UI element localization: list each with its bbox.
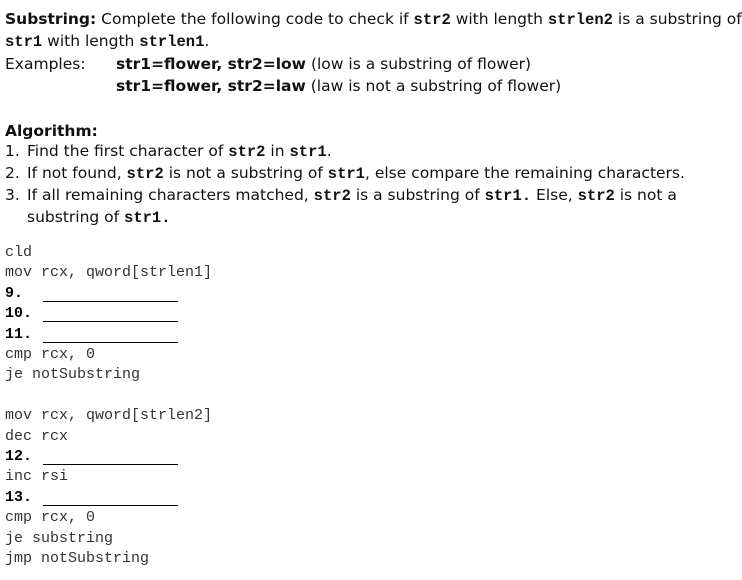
problem-statement-line-2 [5,30,209,53]
step-text: , else compare the remaining characters. [364,164,685,182]
step-code: str1 [289,143,327,161]
code-line: cmp rcx, 0 [5,509,96,527]
answer-blank-9[interactable] [43,301,178,302]
algorithm-step-continued [5,207,705,229]
algorithm-steps [5,141,705,229]
step-number: 1. [5,142,20,160]
code-str2: str2 [413,11,451,29]
step-text: is not a [614,186,677,204]
step-text: substring of [27,208,125,226]
examples-label: Examples: [5,55,86,73]
example-note: (low is a substring of flower) [306,55,532,73]
step-text: Find the first character of [27,142,229,160]
blank-number: 12. [5,448,33,465]
statement-text: . [204,32,210,50]
answer-blank-13[interactable] [43,505,178,506]
code-line: je notSubstring [5,366,141,384]
code-strlen1: strlen1 [139,33,205,51]
step-text: is not a substring of [163,164,328,182]
code-line: mov rcx, qword[strlen1] [5,264,213,282]
answer-blank-row [5,488,32,508]
step-code: str1. [124,209,171,227]
code-line: cmp rcx, 0 [5,346,96,363]
statement-text: with length [42,32,140,50]
example-code: str1=flower, str2=law [116,77,306,95]
step-code: str2 [313,187,351,205]
blank-number: 9. [5,284,24,302]
code-line: je substring [5,529,114,547]
step-text: is a substring of [350,186,485,204]
algorithm-step [5,185,705,207]
step-code: str2 [126,165,164,183]
step-text: in [265,142,290,160]
example-code: str1=flower, str2=low [116,55,307,73]
step-text: If all remaining characters matched, [27,186,314,204]
algorithm-heading: Algorithm: [5,122,98,140]
problem-statement-line-1 [5,8,742,31]
statement-text: with length [450,10,548,28]
blank-number: 10. [5,305,33,323]
answer-blank-11[interactable] [43,342,178,343]
statement-text: is a substring of [612,10,742,28]
step-text: If not found, [27,164,127,182]
step-code: str1. [484,187,532,205]
code-line: jmp notSubstring [5,550,150,567]
step-number: 2. [5,164,20,182]
code-line: inc rsi [5,468,69,486]
code-str1: str1 [5,33,43,51]
code-line: mov rcx, qword[strlen2] [5,407,213,425]
algorithm-step [5,163,705,185]
problem-label: Substring: [5,10,97,28]
answer-blank-row [5,325,32,345]
code-line: dec rcx [5,427,69,445]
answer-blank-row [5,447,32,467]
algorithm-step [5,141,705,163]
answer-blank-12[interactable] [43,464,178,465]
step-text: . [326,142,332,160]
step-code: str1 [327,165,365,183]
example-note: (law is not a substring of flower) [305,77,562,95]
step-number: 3. [5,186,20,204]
example-1 [116,53,531,75]
step-code: str2 [577,187,615,205]
step-code: str2 [228,143,266,161]
blank-number: 13. [5,488,33,506]
code-line: cld [5,244,33,261]
answer-blank-10[interactable] [43,321,178,322]
step-text: Else, [531,186,578,204]
statement-text: Complete the following code to check if [96,10,414,28]
code-strlen2: strlen2 [547,11,613,29]
answer-blank-row [5,304,32,324]
example-2 [116,75,561,97]
blank-number: 11. [5,325,33,343]
answer-blank-row [5,284,23,304]
